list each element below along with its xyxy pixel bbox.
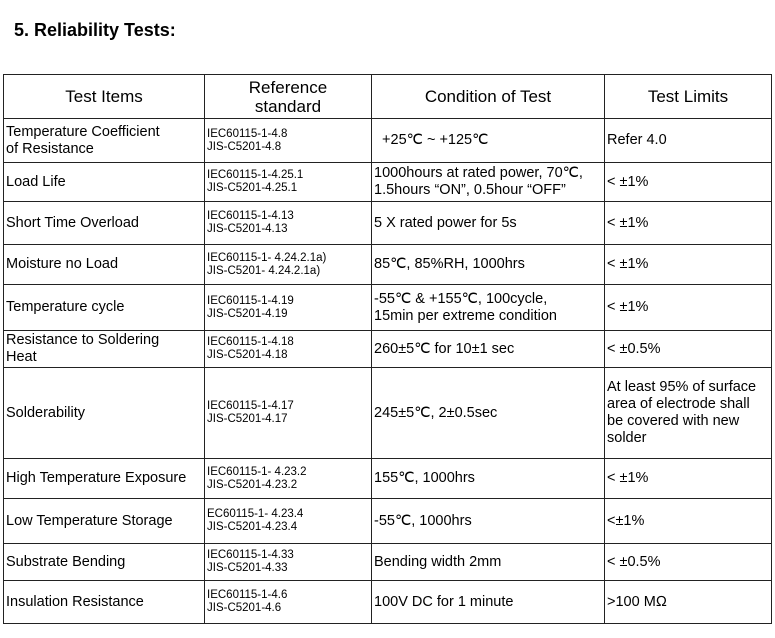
reference-line: JIS-C5201-4.8: [207, 140, 282, 153]
limit-line: At least 95% of surface: [607, 379, 757, 395]
test-item-cell: [4, 202, 205, 245]
reference-line: IEC60115-1-4.8: [207, 127, 288, 140]
condition-line: 1000hours at rated power, 70℃,: [374, 165, 583, 181]
limit-line: < ±0.5%: [607, 553, 661, 570]
table-row: [4, 245, 772, 285]
table-row: [4, 202, 772, 245]
reference-line: JIS-C5201-4.33: [207, 562, 288, 574]
reference-cell: [205, 163, 372, 202]
condition-line: +25℃ ~ +125℃: [374, 132, 489, 148]
table-row: [4, 331, 772, 368]
limit-line: Refer 4.0: [607, 132, 667, 148]
reference-line: JIS-C5201-4.6: [207, 602, 282, 614]
reference-line: EC60115-1- 4.23.4: [207, 508, 304, 520]
condition-line: -55℃, 1000hrs: [374, 512, 472, 529]
limit-cell: [605, 544, 772, 581]
condition-cell: [372, 331, 605, 368]
reference-cell: [205, 581, 372, 624]
condition-cell: [372, 119, 605, 163]
limit-cell: [605, 245, 772, 285]
test-item-cell: [4, 544, 205, 581]
table-row: [4, 285, 772, 331]
condition-line: 85℃, 85%RH, 1000hrs: [374, 256, 525, 272]
section-title: 5. Reliability Tests:: [14, 20, 176, 40]
table-row: [4, 368, 772, 459]
test-item-cell: [4, 285, 205, 331]
condition-line: 155℃, 1000hrs: [374, 470, 475, 486]
reference-cell: [205, 499, 372, 544]
test-item-line: Insulation Resistance: [6, 593, 144, 610]
table-row: [4, 544, 772, 581]
condition-line: 1.5hours “ON”, 0.5hour “OFF”: [374, 182, 566, 198]
test-item-cell: [4, 581, 205, 624]
reference-line: IEC60115-1- 4.23.2: [207, 465, 307, 478]
reference-line: IEC60115-1-4.25.1: [207, 169, 304, 181]
limit-line: be covered with new: [607, 413, 740, 429]
reference-line: JIS-C5201-4.19: [207, 307, 288, 320]
limit-cell: [605, 499, 772, 544]
limit-line: < ±0.5%: [607, 340, 661, 357]
reference-line: JIS-C5201-4.23.2: [207, 478, 298, 491]
reference-line: JIS-C5201-4.18: [207, 349, 288, 361]
header-test-items: Test Items: [4, 75, 205, 119]
test-item-cell: [4, 163, 205, 202]
table-row: [4, 459, 772, 499]
test-item-line: High Temperature Exposure: [6, 470, 187, 486]
reference-cell: [205, 331, 372, 368]
limit-line: >100 MΩ: [607, 593, 667, 610]
condition-cell: [372, 581, 605, 624]
limit-cell: [605, 163, 772, 202]
limit-line: < ±1%: [607, 173, 649, 190]
condition-cell: [372, 285, 605, 331]
reference-line: IEC60115-1-4.17: [207, 400, 294, 412]
limit-line: < ±1%: [607, 470, 649, 486]
reference-cell: [205, 245, 372, 285]
reference-line: IEC60115-1-4.13: [207, 210, 294, 222]
test-item-line: Low Temperature Storage: [6, 512, 173, 529]
limit-line: area of electrode shall: [607, 396, 750, 412]
reference-line: IEC60115-1-4.18: [207, 336, 294, 348]
limit-cell: [605, 331, 772, 368]
limit-line: < ±1%: [607, 256, 649, 272]
header-reference-line2: standard: [254, 96, 322, 116]
condition-cell: [372, 368, 605, 459]
condition-cell: [372, 163, 605, 202]
limit-cell: [605, 202, 772, 245]
condition-line: 245±5℃, 2±0.5sec: [374, 404, 498, 421]
test-item-line: Heat: [6, 349, 37, 365]
test-item-line: of Resistance: [6, 140, 94, 157]
condition-line: 260±5℃ for 10±1 sec: [374, 340, 515, 357]
test-item-cell: [4, 245, 205, 285]
reference-line: IEC60115-1-4.19: [207, 294, 294, 307]
reference-line: JIS-C5201-4.13: [207, 223, 288, 235]
test-item-cell: [4, 459, 205, 499]
test-item-line: Load Life: [6, 173, 66, 190]
header-test-limits: Test Limits: [605, 75, 772, 119]
reliability-tests-table: [3, 74, 772, 624]
test-item-line: Moisture no Load: [6, 256, 119, 272]
condition-line: 5 X rated power for 5s: [374, 214, 517, 231]
limit-line: < ±1%: [607, 214, 649, 231]
test-item-cell: [4, 331, 205, 368]
test-item-cell: [4, 499, 205, 544]
table-row: [4, 499, 772, 544]
reference-cell: [205, 368, 372, 459]
reference-cell: [205, 459, 372, 499]
reference-line: JIS-C5201-4.23.4: [207, 521, 298, 533]
table-row: [4, 119, 772, 163]
condition-cell: [372, 245, 605, 285]
test-item-cell: [4, 119, 205, 163]
reference-cell: [205, 544, 372, 581]
header-reference-standard: [205, 75, 372, 119]
header-reference-line1: Reference: [248, 77, 328, 97]
header-condition-of-test: Condition of Test: [372, 75, 605, 119]
reference-line: JIS-C5201- 4.24.2.1a): [207, 264, 321, 277]
test-item-line: Temperature cycle: [6, 299, 125, 315]
header-row: [4, 75, 772, 119]
limit-cell: [605, 285, 772, 331]
reference-line: IEC60115-1-4.33: [207, 549, 294, 561]
test-item-line: Short Time Overload: [6, 214, 139, 231]
test-item-line: Resistance to Soldering: [6, 332, 160, 348]
condition-line: -55℃ & +155℃, 100cycle,: [374, 290, 548, 307]
condition-cell: [372, 202, 605, 245]
condition-cell: [372, 459, 605, 499]
condition-cell: [372, 544, 605, 581]
limit-cell: [605, 459, 772, 499]
condition-line: Bending width 2mm: [374, 553, 502, 570]
limit-cell: [605, 368, 772, 459]
limit-cell: [605, 581, 772, 624]
limit-line: solder: [607, 430, 647, 446]
test-item-line: Solderability: [6, 404, 85, 421]
reference-cell: [205, 202, 372, 245]
condition-line: 100V DC for 1 minute: [374, 593, 514, 610]
reference-line: JIS-C5201-4.25.1: [207, 182, 298, 194]
limit-cell: [605, 119, 772, 163]
reference-line: IEC60115-1- 4.24.2.1a): [207, 251, 327, 264]
reference-line: IEC60115-1-4.6: [207, 589, 288, 601]
reference-cell: [205, 119, 372, 163]
table-row: [4, 581, 772, 624]
condition-cell: [372, 499, 605, 544]
reference-cell: [205, 285, 372, 331]
limit-line: < ±1%: [607, 299, 649, 315]
condition-line: 15min per extreme condition: [374, 307, 557, 324]
reference-line: JIS-C5201-4.17: [207, 413, 288, 425]
test-item-cell: [4, 368, 205, 459]
test-item-line: Substrate Bending: [6, 553, 126, 570]
limit-line: <±1%: [607, 512, 645, 529]
table-row: [4, 163, 772, 202]
test-item-line: Temperature Coefficient: [6, 123, 160, 140]
